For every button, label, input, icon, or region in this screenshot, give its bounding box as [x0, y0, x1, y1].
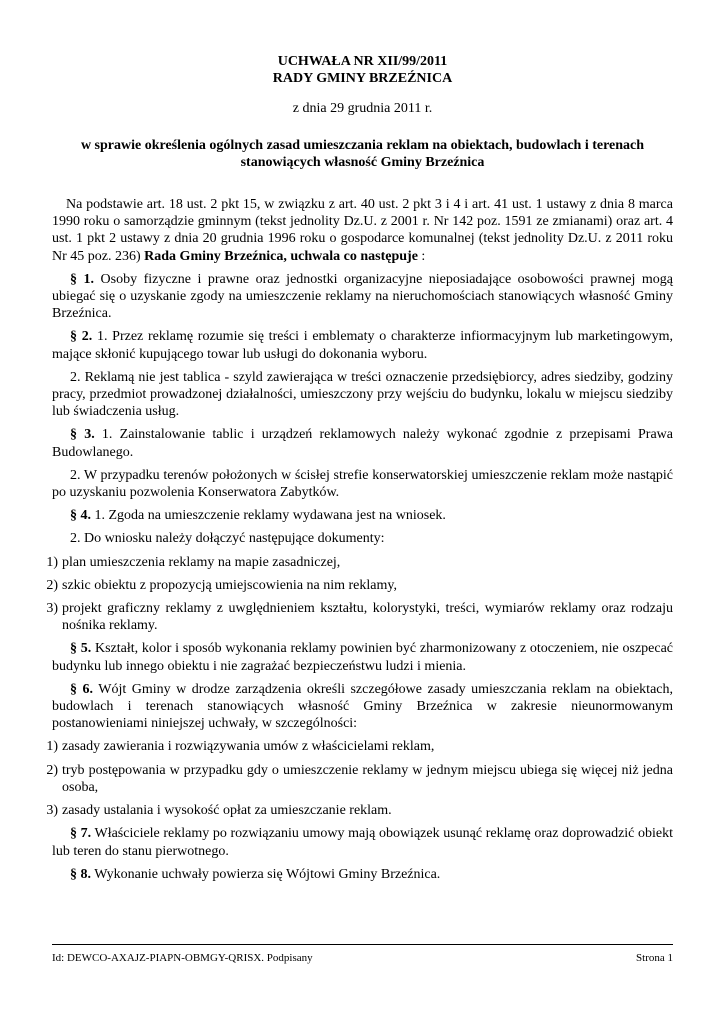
section-8: [52, 866, 673, 883]
section-4: [52, 507, 673, 524]
document-body: [46, 196, 674, 889]
list-item: [46, 738, 673, 755]
list-text: tryb postępowania w przypadku gdy o umieszczenie reklamy w jednym miejscu ubiega się więcej niż jedna osoba,: [62, 762, 673, 795]
section-mark: § 2.: [70, 329, 93, 345]
preamble-text: Na podstawie art. 18 ust. 2 pkt 15, w związku z art. 40 ust. 2 pkt 3 i 4 i art. 41 ust. 1 ustawy z dnia 8 marca 1990 roku o samorządzie gminnym (tekst jednolity Dz.U. z 2001 r. Nr 142 poz. 1591 ze zmianami) oraz art. 4 ust. 1 pkt 2 ustawy z dnia 20 grudnia 1996 roku o gospodarce komunalnej (tekst jednolity Dz.U. z 2011 roku Nr 45 poz. 236): [52, 197, 673, 264]
list-text: plan umieszczenia reklamy na mapie zasadniczej,: [62, 554, 341, 570]
section-mark: § 1.: [70, 271, 95, 287]
section-2: [52, 328, 673, 362]
section-text: Właściciele reklamy po rozwiązaniu umowy mają obowiązek usunąć reklamę oraz doprowadzić obiekt lub teren do stanu pierwotnego.: [52, 826, 674, 859]
section-mark: § 4.: [70, 508, 91, 524]
section-mark: § 3.: [70, 427, 95, 443]
list-text: zasady zawierania i rozwiązywania umów z właścicielami reklam,: [62, 739, 435, 755]
list-item: [46, 554, 673, 571]
list-item: [46, 577, 673, 594]
preamble-end: :: [417, 248, 426, 264]
section-6: [52, 681, 673, 733]
section-mark: § 8.: [70, 866, 91, 882]
section-3-point-2: 2. W przypadku terenów położonych w ścisłej strefie konserwatorskiej umieszczenie reklam może nastąpić po uzyskaniu pozwolenia Konserwatora Zabytków.: [52, 467, 673, 501]
preamble: [52, 196, 673, 265]
document-id: Id: DEWCO-AXAJZ-PIAPN-OBMGY-QRISX. Podpisany: [52, 952, 313, 964]
section-text: 1. Przez reklamę rozumie się treści i emblematy o charakterze infiormacyjnym lub marketingowym, mające skłonić kupującego towar lub usługi do dokonania wyboru.: [52, 329, 673, 362]
list-text: projekt graficzny reklamy z uwględnieniem kształtu, kolorystyki, treści, wymiarów reklamy oraz rodzaju nośnika reklamy.: [62, 601, 673, 634]
list-text: szkic obiektu z propozycją umiejscowienia na nim reklamy,: [62, 577, 397, 593]
list-number: 3): [46, 803, 58, 819]
page-number: Strona 1: [636, 952, 673, 964]
section-text: Osoby fizyczne i prawne oraz jednostki organizacyjne nieposiadające osobowości prawnej mogą ubiegać się o uzyskanie zgody na umieszczenie reklamy na nieruchomościach stanowiących własność Gminy Brzeźnica.: [52, 271, 673, 322]
council-name: RADY GMINY BRZEŹNICA: [272, 71, 453, 86]
section-mark: § 5.: [70, 641, 92, 657]
section-text: 1. Zainstalowanie tablic i urządzeń reklamowych należy wykonać zgodnie z przepisami Prawa Budowlanego.: [52, 427, 674, 460]
list-number: 2): [46, 762, 58, 778]
list-number: 1): [46, 739, 58, 755]
section-text: 1. Zgoda na umieszczenie reklamy wydawana jest na wniosek.: [91, 508, 446, 524]
list-number: 1): [46, 554, 58, 570]
section-3: [52, 426, 673, 460]
resolution-date: z dnia 29 grudnia 2011 r.: [292, 101, 433, 116]
section-1: [52, 271, 673, 323]
list-number: 2): [46, 577, 58, 593]
list-number: 3): [46, 601, 58, 617]
section-text: Kształt, kolor i sposób wykonania reklamy powinien być zharmonizowany z otoczeniem, nie oszpecać budynku lub innego obiektu i nie zagrażać bezpieczeństwu ludzi i mienia.: [52, 641, 674, 674]
list-item: [46, 762, 673, 796]
list-item: [46, 802, 673, 819]
section-5: [52, 640, 673, 674]
preamble-bold: Rada Gminy Brzeźnica, uchwala co następuje: [144, 248, 418, 264]
footer-divider: [52, 944, 673, 945]
section-text: Wykonanie uchwały powierza się Wójtowi Gminy Brzeźnica.: [91, 866, 441, 882]
resolution-number: UCHWAŁA NR XII/99/2011: [277, 54, 448, 69]
section-4-point-2: 2. Do wniosku należy dołączyć następujące dokumenty:: [70, 531, 385, 547]
section-mark: § 7.: [70, 826, 92, 842]
resolution-subject: w sprawie określenia ogólnych zasad umieszczania reklam na obiektach, budowlach i terenach stanowiących własność Gminy Brzeźnica: [80, 138, 645, 170]
section-7: [52, 825, 673, 859]
section-text: Wójt Gminy w drodze zarządzenia określi szczegółowe zasady umieszczania reklam na obiektach, budowlach i terenach stanowiących własność Gminy Brzeźnica w zakresie nieunormowanym postanowieniami niniejszej uchwały, w szczególności:: [52, 681, 673, 732]
list-item: [46, 600, 673, 634]
list-text: zasady ustalania i wysokość opłat za umieszczanie reklam.: [62, 803, 392, 819]
section-2-point-2: 2. Reklamą nie jest tablica - szyld zawierająca w treści oznaczenie przedsiębiorcy, adres siedziby, godziny pracy, przedmiot prowadzonej działalności, umieszczony przy wejściu do budynku, lokalu w miejscu siedziby lub świadczenia usług.: [52, 369, 673, 420]
section-mark: § 6.: [70, 681, 93, 697]
